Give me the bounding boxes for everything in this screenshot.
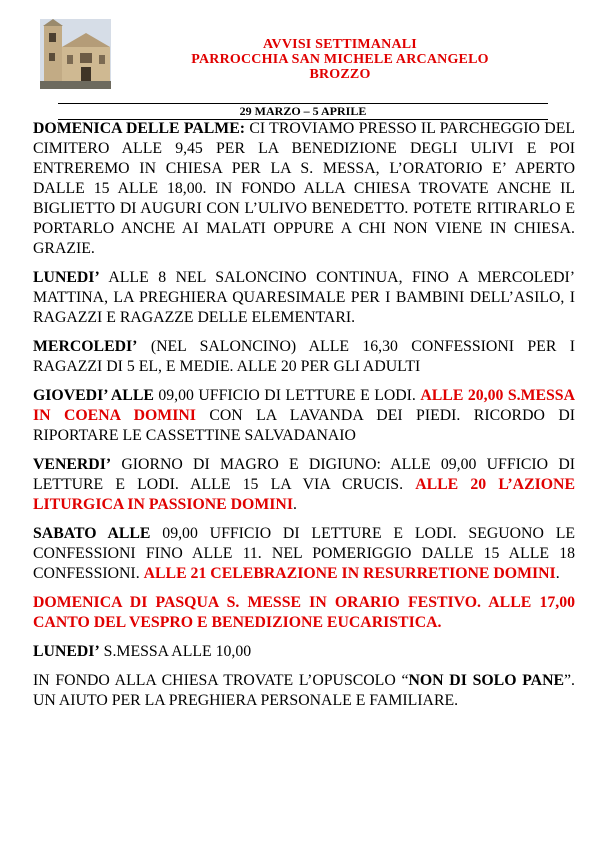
notice-text: 09,00 UFFICIO DI LETTURE E LODI.: [153, 387, 421, 404]
notice-text: GIORNO DI MAGRO E DIGIUNO: ALLE 09,00 UFFICIO DI LETTURE E LODI. ALLE 15 LA VIA CRUCIS.: [33, 456, 575, 493]
notice-easter-sunday: [33, 593, 575, 633]
notice-text: ALLE 8 NEL SALONCINO CONTINUA, FINO A MERCOLEDI’ MATTINA, LA PREGHIERA QUARESIMALE PER I BAMBINI DELL’ASILO, I RAGAZZI E RAGAZZE DELLE ELEMENTARI.: [33, 269, 575, 326]
notice-day: MERCOLEDI’: [33, 338, 138, 355]
notice-day: LUNEDI’: [33, 269, 100, 286]
notice-highlight: DOMENICA DI PASQUA S. MESSE IN ORARIO FESTIVO. ALLE 17,00 CANTO DEL VESPRO E BENEDIZIONE EUCARISTICA.: [33, 594, 575, 631]
announcements: [33, 119, 575, 711]
notice-text: S.MESSA ALLE 10,00: [99, 643, 252, 660]
notice-easter-monday: [33, 642, 575, 662]
notice-thursday: [33, 386, 575, 446]
notice-text: IN FONDO ALLA CHIESA TROVATE L’OPUSCOLO “: [33, 672, 409, 689]
bulletin-title: AVVISI SETTIMANALI: [263, 37, 417, 52]
notice-friday: [33, 455, 575, 515]
notice-palm-sunday: [33, 119, 575, 259]
notice-day: SABATO ALLE: [33, 525, 151, 542]
bulletin-header: [160, 37, 520, 82]
notice-highlight: ALLE 20,00 S.MESSA IN COENA DOMINI: [33, 387, 575, 424]
notice-day: VENERDI’: [33, 456, 112, 473]
notice-day: DOMENICA DELLE PALME:: [33, 120, 245, 137]
notice-text: CON LA LAVANDA DEI PIEDI. RICORDO DI RIPORTARE LE CASSETTINE SALVADANAIO: [33, 407, 575, 444]
notice-text: .: [555, 565, 560, 582]
week-dates: 29 MARZO – 5 APRILE: [239, 104, 367, 118]
parish-name: PARROCCHIA SAN MICHELE ARCANGELO: [191, 52, 489, 67]
notice-saturday: [33, 524, 575, 584]
notice-day: GIOVEDI’ ALLE: [33, 387, 154, 404]
booklet-title: NON DI SOLO PANE: [408, 672, 565, 689]
notice-highlight: ALLE 21 CELEBRAZIONE IN RESURRETIONE DOMINI: [143, 565, 556, 582]
notice-text: ”. UN AIUTO PER LA PREGHIERA PERSONALE E FAMILIARE.: [33, 672, 576, 709]
notice-text: .: [292, 496, 297, 513]
town-name: BROZZO: [309, 67, 371, 82]
notice-text: CI TROVIAMO PRESSO IL PARCHEGGIO DEL CIMITERO ALLE 9,45 PER LA BENEDIZIONE DEGLI ULIVI E POI ENTREREMO IN CHIESA PER LA S. MESSA, L’ORATORIO E’ APERTO DALLE 15 ALLE 18,00. IN FONDO ALLA CHIESA TROVATE ANCHE IL BIGLIETTO DI AUGURI CON L’ULIVO BENEDETTO. POTETE RITIRARLO E PORTARLO ANCHE AI MALATI OPPURE A CHI NON VIENE IN CHIESA. GRAZIE.: [33, 120, 575, 257]
notice-booklet: [33, 671, 575, 711]
notice-highlight: ALLE 20 L’AZIONE LITURGICA IN PASSIONE DOMINI: [33, 476, 575, 513]
notice-text: 09,00 UFFICIO DI LETTURE E LODI. SEGUONO LE CONFESSIONI FINO ALLE 11. NEL POMERIGGIO DALLE 15 ALLE 18 CONFESSIONI.: [33, 525, 575, 582]
notice-text: (NEL SALONCINO) ALLE 16,30 CONFESSIONI PER I RAGAZZI DI 5 EL, E MEDIE. ALLE 20 PER GLI ADULTI: [33, 338, 575, 375]
notice-monday: [33, 268, 575, 328]
church-photo: [40, 19, 111, 89]
notice-day: LUNEDI’: [33, 643, 100, 660]
notice-wednesday: [33, 337, 575, 377]
